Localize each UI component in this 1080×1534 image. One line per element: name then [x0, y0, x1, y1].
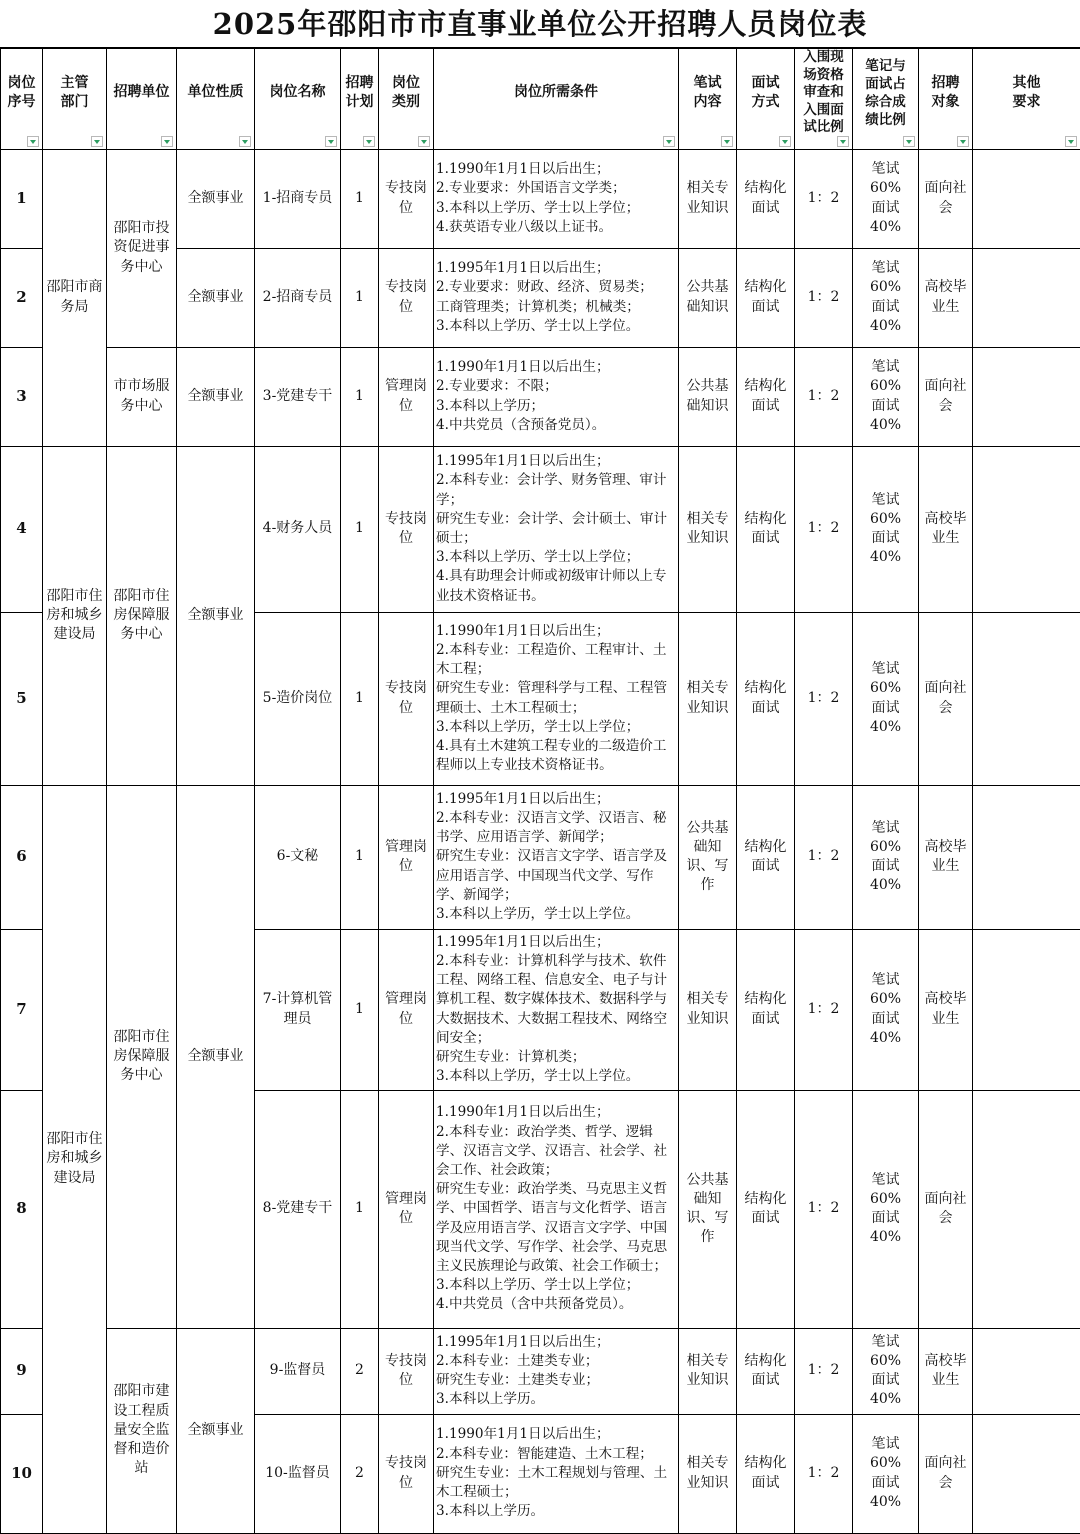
filter-dropdown-icon[interactable]	[721, 136, 733, 147]
other-cell	[973, 446, 1080, 612]
header-cell: 岗位 序号	[1, 49, 43, 150]
interview-cell: 结构化面试	[737, 929, 795, 1090]
other-cell	[973, 347, 1080, 446]
nature-cell: 全额事业	[177, 1328, 255, 1533]
header-cell: 岗位 类别	[379, 49, 434, 150]
other-cell	[973, 149, 1080, 248]
plan-cell: 1	[341, 149, 379, 248]
filter-dropdown-icon[interactable]	[27, 136, 39, 147]
plan-cell: 1	[341, 446, 379, 612]
header-cell: 入围现 场资格 审查和 入围面 试比例	[795, 49, 853, 150]
exam-cell: 公共基础知识、写作	[679, 1090, 737, 1328]
target-cell: 高校毕业生	[919, 785, 973, 929]
plan-cell: 2	[341, 1328, 379, 1414]
requirements-cell: 1.1990年1月1日以后出生； 2.专业要求：外国语言文学类； 3.本科以上学历、学士以上学位； 4.获英语专业八级以上证书。	[434, 149, 679, 248]
category-cell: 管理岗位	[379, 785, 434, 929]
category-cell: 管理岗位	[379, 1090, 434, 1328]
filter-dropdown-icon[interactable]	[957, 136, 969, 147]
exam-cell: 公共基础知识、写作	[679, 785, 737, 929]
ratio-cell: 1：2	[795, 785, 853, 929]
row-number: 7	[1, 929, 43, 1090]
plan-cell: 1	[341, 248, 379, 347]
plan-cell: 1	[341, 347, 379, 446]
requirements-cell: 1.1990年1月1日以后出生； 2.本科专业：智能建造、土木工程； 研究生专业：土木工程规划与管理、土木工程硕士； 3.本科以上学历。	[434, 1414, 679, 1533]
target-cell: 面向社会	[919, 347, 973, 446]
ratio-cell: 1：2	[795, 347, 853, 446]
header-cell: 招聘 计划	[341, 49, 379, 150]
filter-dropdown-icon[interactable]	[663, 136, 675, 147]
exam-cell: 公共基础知识	[679, 248, 737, 347]
other-cell	[973, 1090, 1080, 1328]
weight-cell: 笔试60% 面试40%	[853, 149, 919, 248]
nature-cell: 全额事业	[177, 785, 255, 1328]
other-cell	[973, 612, 1080, 785]
header-cell: 其他 要求	[973, 49, 1080, 150]
other-cell	[973, 1414, 1080, 1533]
category-cell: 管理岗位	[379, 929, 434, 1090]
plan-cell: 1	[341, 929, 379, 1090]
interview-cell: 结构化面试	[737, 446, 795, 612]
interview-cell: 结构化面试	[737, 1090, 795, 1328]
other-cell	[973, 929, 1080, 1090]
target-cell: 高校毕业生	[919, 929, 973, 1090]
category-cell: 专技岗位	[379, 446, 434, 612]
filter-dropdown-icon[interactable]	[325, 136, 337, 147]
post-name-cell: 1-招商专员	[255, 149, 341, 248]
exam-cell: 相关专业知识	[679, 1328, 737, 1414]
row-number: 10	[1, 1414, 43, 1533]
unit-cell: 市市场服务中心	[107, 347, 177, 446]
requirements-cell: 1.1995年1月1日以后出生； 2.本科专业：土建类专业； 研究生专业：土建类专业； 3.本科以上学历。	[434, 1328, 679, 1414]
exam-cell: 相关专业知识	[679, 612, 737, 785]
table-row	[1, 785, 1080, 929]
requirements-cell: 1.1995年1月1日以后出生； 2.本科专业：计算机科学与技术、软件工程、网络工程、信息安全、电子与计算机工程、数字媒体技术、数据科学与大数据技术、大数据工程技术、网络空间安全； 研究生专业：计算机类； 3.本科以上学历，学士以上学位。	[434, 929, 679, 1090]
row-number: 1	[1, 149, 43, 248]
table-row	[1, 149, 1080, 248]
department-cell: 邵阳市住房和城乡建设局	[43, 785, 107, 1533]
filter-dropdown-icon[interactable]	[418, 136, 430, 147]
target-cell: 面向社会	[919, 149, 973, 248]
post-name-cell: 4-财务人员	[255, 446, 341, 612]
row-number: 5	[1, 612, 43, 785]
weight-cell: 笔试60% 面试40%	[853, 785, 919, 929]
nature-cell: 全额事业	[177, 248, 255, 347]
interview-cell: 结构化面试	[737, 248, 795, 347]
header-cell: 岗位名称	[255, 49, 341, 150]
target-cell: 高校毕业生	[919, 446, 973, 612]
post-name-cell: 8-党建专干	[255, 1090, 341, 1328]
table-row	[1, 446, 1080, 612]
weight-cell: 笔试60% 面试40%	[853, 248, 919, 347]
weight-cell: 笔试60% 面试40%	[853, 929, 919, 1090]
department-cell: 邵阳市商务局	[43, 149, 107, 446]
post-name-cell: 2-招商专员	[255, 248, 341, 347]
other-cell	[973, 248, 1080, 347]
table-row	[1, 347, 1080, 446]
ratio-cell: 1：2	[795, 1090, 853, 1328]
header-cell: 主管 部门	[43, 49, 107, 150]
header-cell: 笔记与 面试占 综合成 绩比例	[853, 49, 919, 150]
post-name-cell: 5-造价岗位	[255, 612, 341, 785]
ratio-cell: 1：2	[795, 149, 853, 248]
requirements-cell: 1.1995年1月1日以后出生； 2.本科专业：会计学、财务管理、审计学； 研究生专业：会计学、会计硕士、审计硕士； 3.本科以上学历、学士以上学位； 4.具有助理会计师或初级审计师以上专业技术资格证书。	[434, 446, 679, 612]
row-number: 8	[1, 1090, 43, 1328]
filter-dropdown-icon[interactable]	[239, 136, 251, 147]
category-cell: 专技岗位	[379, 1414, 434, 1533]
requirements-cell: 1.1995年1月1日以后出生； 2.专业要求：财政、经济、贸易类； 工商管理类；计算机类；机械类； 3.本科以上学历、学士以上学位。	[434, 248, 679, 347]
job-table	[0, 48, 1080, 1534]
weight-cell: 笔试60% 面试40%	[853, 1414, 919, 1533]
weight-cell: 笔试60% 面试40%	[853, 1328, 919, 1414]
exam-cell: 相关专业知识	[679, 446, 737, 612]
header-cell: 面试 方式	[737, 49, 795, 150]
category-cell: 专技岗位	[379, 1328, 434, 1414]
requirements-cell: 1.1990年1月1日以后出生； 2.本科专业：工程造价、工程审计、土木工程； 研究生专业：管理科学与工程、工程管理硕士、土木工程硕士； 3.本科以上学历，学士以上学位； 4.具有土木建筑工程专业的二级造价工程师以上专业技术资格证书。	[434, 612, 679, 785]
post-name-cell: 10-监督员	[255, 1414, 341, 1533]
unit-cell: 邵阳市建设工程质量安全监督和造价站	[107, 1328, 177, 1533]
interview-cell: 结构化面试	[737, 785, 795, 929]
interview-cell: 结构化面试	[737, 612, 795, 785]
target-cell: 面向社会	[919, 1414, 973, 1533]
filter-dropdown-icon[interactable]	[779, 136, 791, 147]
table-row	[1, 1328, 1080, 1414]
weight-cell: 笔试60% 面试40%	[853, 347, 919, 446]
header-cell: 岗位所需条件	[434, 49, 679, 150]
department-cell: 邵阳市住房和城乡建设局	[43, 446, 107, 785]
post-name-cell: 3-党建专干	[255, 347, 341, 446]
weight-cell: 笔试60% 面试40%	[853, 612, 919, 785]
exam-cell: 公共基础知识	[679, 347, 737, 446]
ratio-cell: 1：2	[795, 1414, 853, 1533]
header-cell: 单位性质	[177, 49, 255, 150]
row-number: 4	[1, 446, 43, 612]
filter-dropdown-icon[interactable]	[161, 136, 173, 147]
interview-cell: 结构化面试	[737, 347, 795, 446]
nature-cell: 全额事业	[177, 347, 255, 446]
ratio-cell: 1：2	[795, 446, 853, 612]
weight-cell: 笔试60% 面试40%	[853, 446, 919, 612]
exam-cell: 相关专业知识	[679, 149, 737, 248]
plan-cell: 2	[341, 1414, 379, 1533]
page-title: 2025年邵阳市市直事业单位公开招聘人员岗位表	[0, 0, 1080, 48]
plan-cell: 1	[341, 785, 379, 929]
filter-dropdown-icon[interactable]	[903, 136, 915, 147]
other-cell	[973, 785, 1080, 929]
unit-cell: 邵阳市住房保障服务中心	[107, 785, 177, 1328]
target-cell: 面向社会	[919, 612, 973, 785]
header-cell: 笔试 内容	[679, 49, 737, 150]
category-cell: 专技岗位	[379, 149, 434, 248]
interview-cell: 结构化面试	[737, 1414, 795, 1533]
interview-cell: 结构化面试	[737, 1328, 795, 1414]
filter-dropdown-icon[interactable]	[837, 136, 849, 147]
unit-cell: 邵阳市投资促进事务中心	[107, 149, 177, 347]
ratio-cell: 1：2	[795, 929, 853, 1090]
post-name-cell: 9-监督员	[255, 1328, 341, 1414]
ratio-cell: 1：2	[795, 1328, 853, 1414]
category-cell: 专技岗位	[379, 248, 434, 347]
category-cell: 专技岗位	[379, 612, 434, 785]
row-number: 3	[1, 347, 43, 446]
nature-cell: 全额事业	[177, 446, 255, 785]
target-cell: 面向社会	[919, 1090, 973, 1328]
requirements-cell: 1.1990年1月1日以后出生； 2.专业要求：不限； 3.本科以上学历； 4.中共党员（含预备党员）。	[434, 347, 679, 446]
weight-cell: 笔试60% 面试40%	[853, 1090, 919, 1328]
row-number: 2	[1, 248, 43, 347]
post-name-cell: 7-计算机管理员	[255, 929, 341, 1090]
target-cell: 高校毕业生	[919, 248, 973, 347]
ratio-cell: 1：2	[795, 612, 853, 785]
ratio-cell: 1：2	[795, 248, 853, 347]
plan-cell: 1	[341, 1090, 379, 1328]
header-cell: 招聘 对象	[919, 49, 973, 150]
row-number: 6	[1, 785, 43, 929]
filter-dropdown-icon[interactable]	[363, 136, 375, 147]
filter-dropdown-icon[interactable]	[1065, 136, 1077, 147]
post-name-cell: 6-文秘	[255, 785, 341, 929]
target-cell: 高校毕业生	[919, 1328, 973, 1414]
header-cell: 招聘单位	[107, 49, 177, 150]
exam-cell: 相关专业知识	[679, 929, 737, 1090]
requirements-cell: 1.1990年1月1日以后出生； 2.本科专业：政治学类、哲学、逻辑学、汉语言文学、汉语言、社会学、社会工作、社会政策； 研究生专业：政治学类、马克思主义哲学、中国哲学、语言与文化哲学、语言学及应用语言学、汉语言文字学、中国现当代文学、写作学、社会学、马克思主义民族理论与政策、社会工作硕士； 3.本科以上学历、学士以上学位； 4.中共党员（含中共预备党员）。	[434, 1090, 679, 1328]
filter-dropdown-icon[interactable]	[91, 136, 103, 147]
category-cell: 管理岗位	[379, 347, 434, 446]
unit-cell: 邵阳市住房保障服务中心	[107, 446, 177, 785]
requirements-cell: 1.1995年1月1日以后出生； 2.本科专业：汉语言文学、汉语言、秘书学、应用语言学、新闻学； 研究生专业：汉语言文字学、语言学及应用语言学、中国现当代文学、写作学、新闻学； 3.本科以上学历，学士以上学位。	[434, 785, 679, 929]
row-number: 9	[1, 1328, 43, 1414]
interview-cell: 结构化面试	[737, 149, 795, 248]
header-row	[1, 49, 1080, 150]
plan-cell: 1	[341, 612, 379, 785]
other-cell	[973, 1328, 1080, 1414]
exam-cell: 相关专业知识	[679, 1414, 737, 1533]
nature-cell: 全额事业	[177, 149, 255, 248]
